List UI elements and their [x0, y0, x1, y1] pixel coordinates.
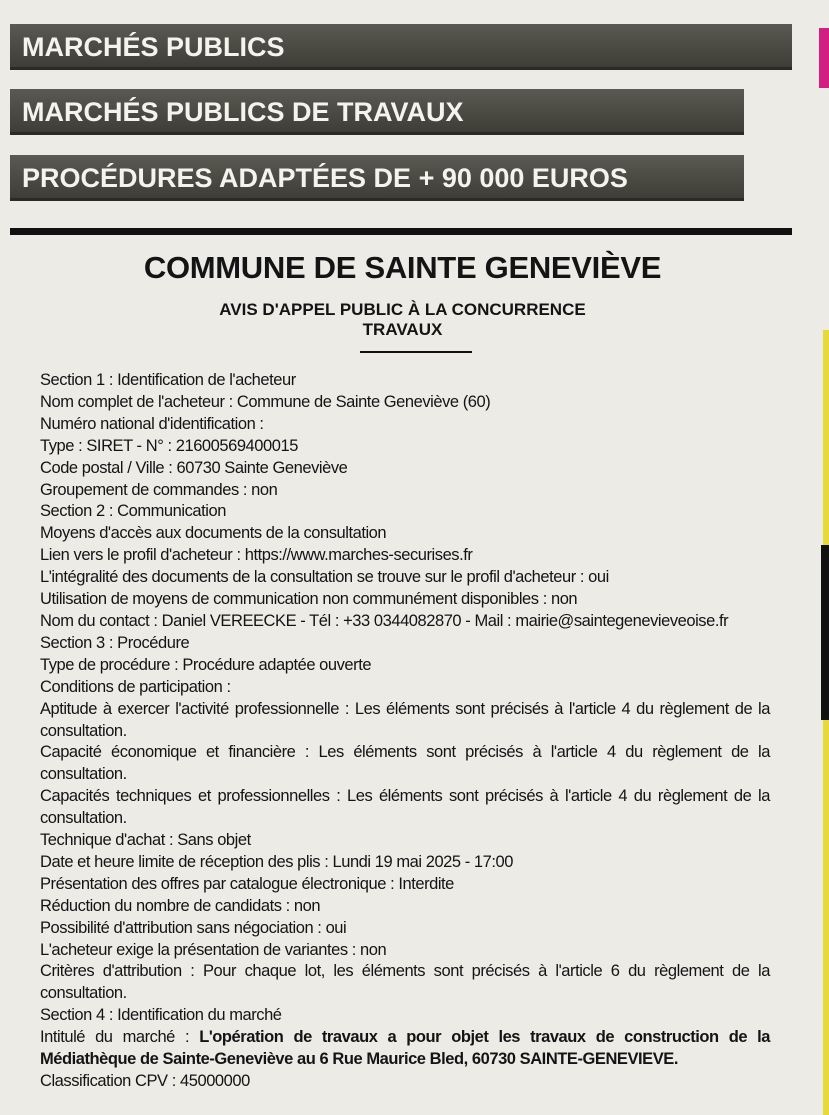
edge-color-tab — [819, 28, 829, 88]
notice-line: Section 4 : Identification du marché — [40, 1006, 282, 1025]
notice-body — [40, 370, 770, 1093]
notice-title: COMMUNE DE SAINTE GENEVIÈVE — [143, 250, 662, 285]
notice-line: Utilisation de moyens de communication non communément disponibles : non — [40, 590, 578, 609]
notice-line: Possibilité d'attribution sans négociation : oui — [40, 918, 347, 937]
divider-rule — [10, 228, 792, 235]
notice-line: Nom complet de l'acheteur : Commune de Sainte Geneviève (60) — [40, 392, 491, 411]
intitule-paragraph — [40, 1027, 770, 1071]
section-banner-marches-publics: MARCHÉS PUBLICS — [10, 24, 792, 70]
intitule-label: Intitulé du marché : — [40, 1028, 200, 1047]
notice-line: Présentation des offres par catalogue électronique : Interdite — [40, 874, 454, 893]
capacite-economique-paragraph: Capacité économique et financière : Les éléments sont précisés à l'article 4 du règlement de la consultation. — [40, 743, 770, 784]
aptitude-paragraph: Aptitude à exercer l'activité professionnelle : Les éléments sont précisés à l'article 4 du règlement de la consultation. — [40, 699, 770, 740]
notice-line: L'acheteur exige la présentation de variantes : non — [40, 940, 387, 959]
notice-line: Conditions de participation : — [40, 677, 231, 696]
notice-line: Réduction du nombre de candidats : non — [40, 896, 321, 915]
edge-color-tab — [823, 330, 829, 545]
notice-line: L'intégralité des documents de la consultation se trouve sur le profil d'acheteur : oui — [40, 568, 609, 587]
edge-color-tab — [821, 545, 829, 720]
capacite-technique-paragraph: Capacités techniques et professionnelles : Les éléments sont précisés à l'article 4 du règlement de la consultation. — [40, 787, 770, 828]
notice-line: Type : SIRET - N° : 21600569400015 — [40, 436, 298, 455]
notice-subtitle: AVIS D'APPEL PUBLIC À LA CONCURRENCE — [219, 300, 586, 319]
notice-line: Section 1 : Identification de l'acheteur — [40, 371, 296, 389]
notice-line: Moyens d'accès aux documents de la consultation — [40, 524, 387, 543]
notice-line: Classification CPV : 45000000 — [40, 1072, 250, 1090]
notice-line: Section 3 : Procédure — [40, 633, 190, 652]
notice-line: Type de procédure : Procédure adaptée ouverte — [40, 655, 372, 674]
contact-paragraph: Nom du contact : Daniel VEREECKE - Tél : +33 0344082870 - Mail : mairie@saintegenevieveoise.fr — [40, 611, 729, 630]
subtitle-underline — [360, 351, 472, 353]
criteres-paragraph: Critères d'attribution : Pour chaque lot, les éléments sont précisés à l'article 6 du règlement de la consultation. — [40, 962, 770, 1003]
notice-line: Lien vers le profil d'acheteur : https://www.marches-securises.fr — [40, 546, 473, 565]
section-banner-travaux: MARCHÉS PUBLICS DE TRAVAUX — [10, 89, 744, 135]
intitule-value: L'opération de travaux a pour objet les travaux de construction de la Médiathèque de Sainte-Geneviève au 6 Rue Maurice Bled, 60730 SAINTE-GENEVIEVE. — [40, 1028, 770, 1069]
notice-line: Section 2 : Communication — [40, 502, 226, 521]
notice-line: Code postal / Ville : 60730 Sainte Geneviève — [40, 458, 348, 477]
section-banner-procedures-adaptees: PROCÉDURES ADAPTÉES DE + 90 000 EUROS — [10, 155, 744, 201]
notice-line: Date et heure limite de réception des plis : Lundi 19 mai 2025 - 17:00 — [40, 852, 513, 871]
notice-line: Technique d'achat : Sans objet — [40, 831, 251, 850]
edge-color-tab — [823, 720, 829, 1115]
notice-subtitle-type: TRAVAUX — [362, 320, 443, 339]
notice-line: Groupement de commandes : non — [40, 480, 278, 499]
notice-line: Numéro national d'identification : — [40, 414, 264, 433]
